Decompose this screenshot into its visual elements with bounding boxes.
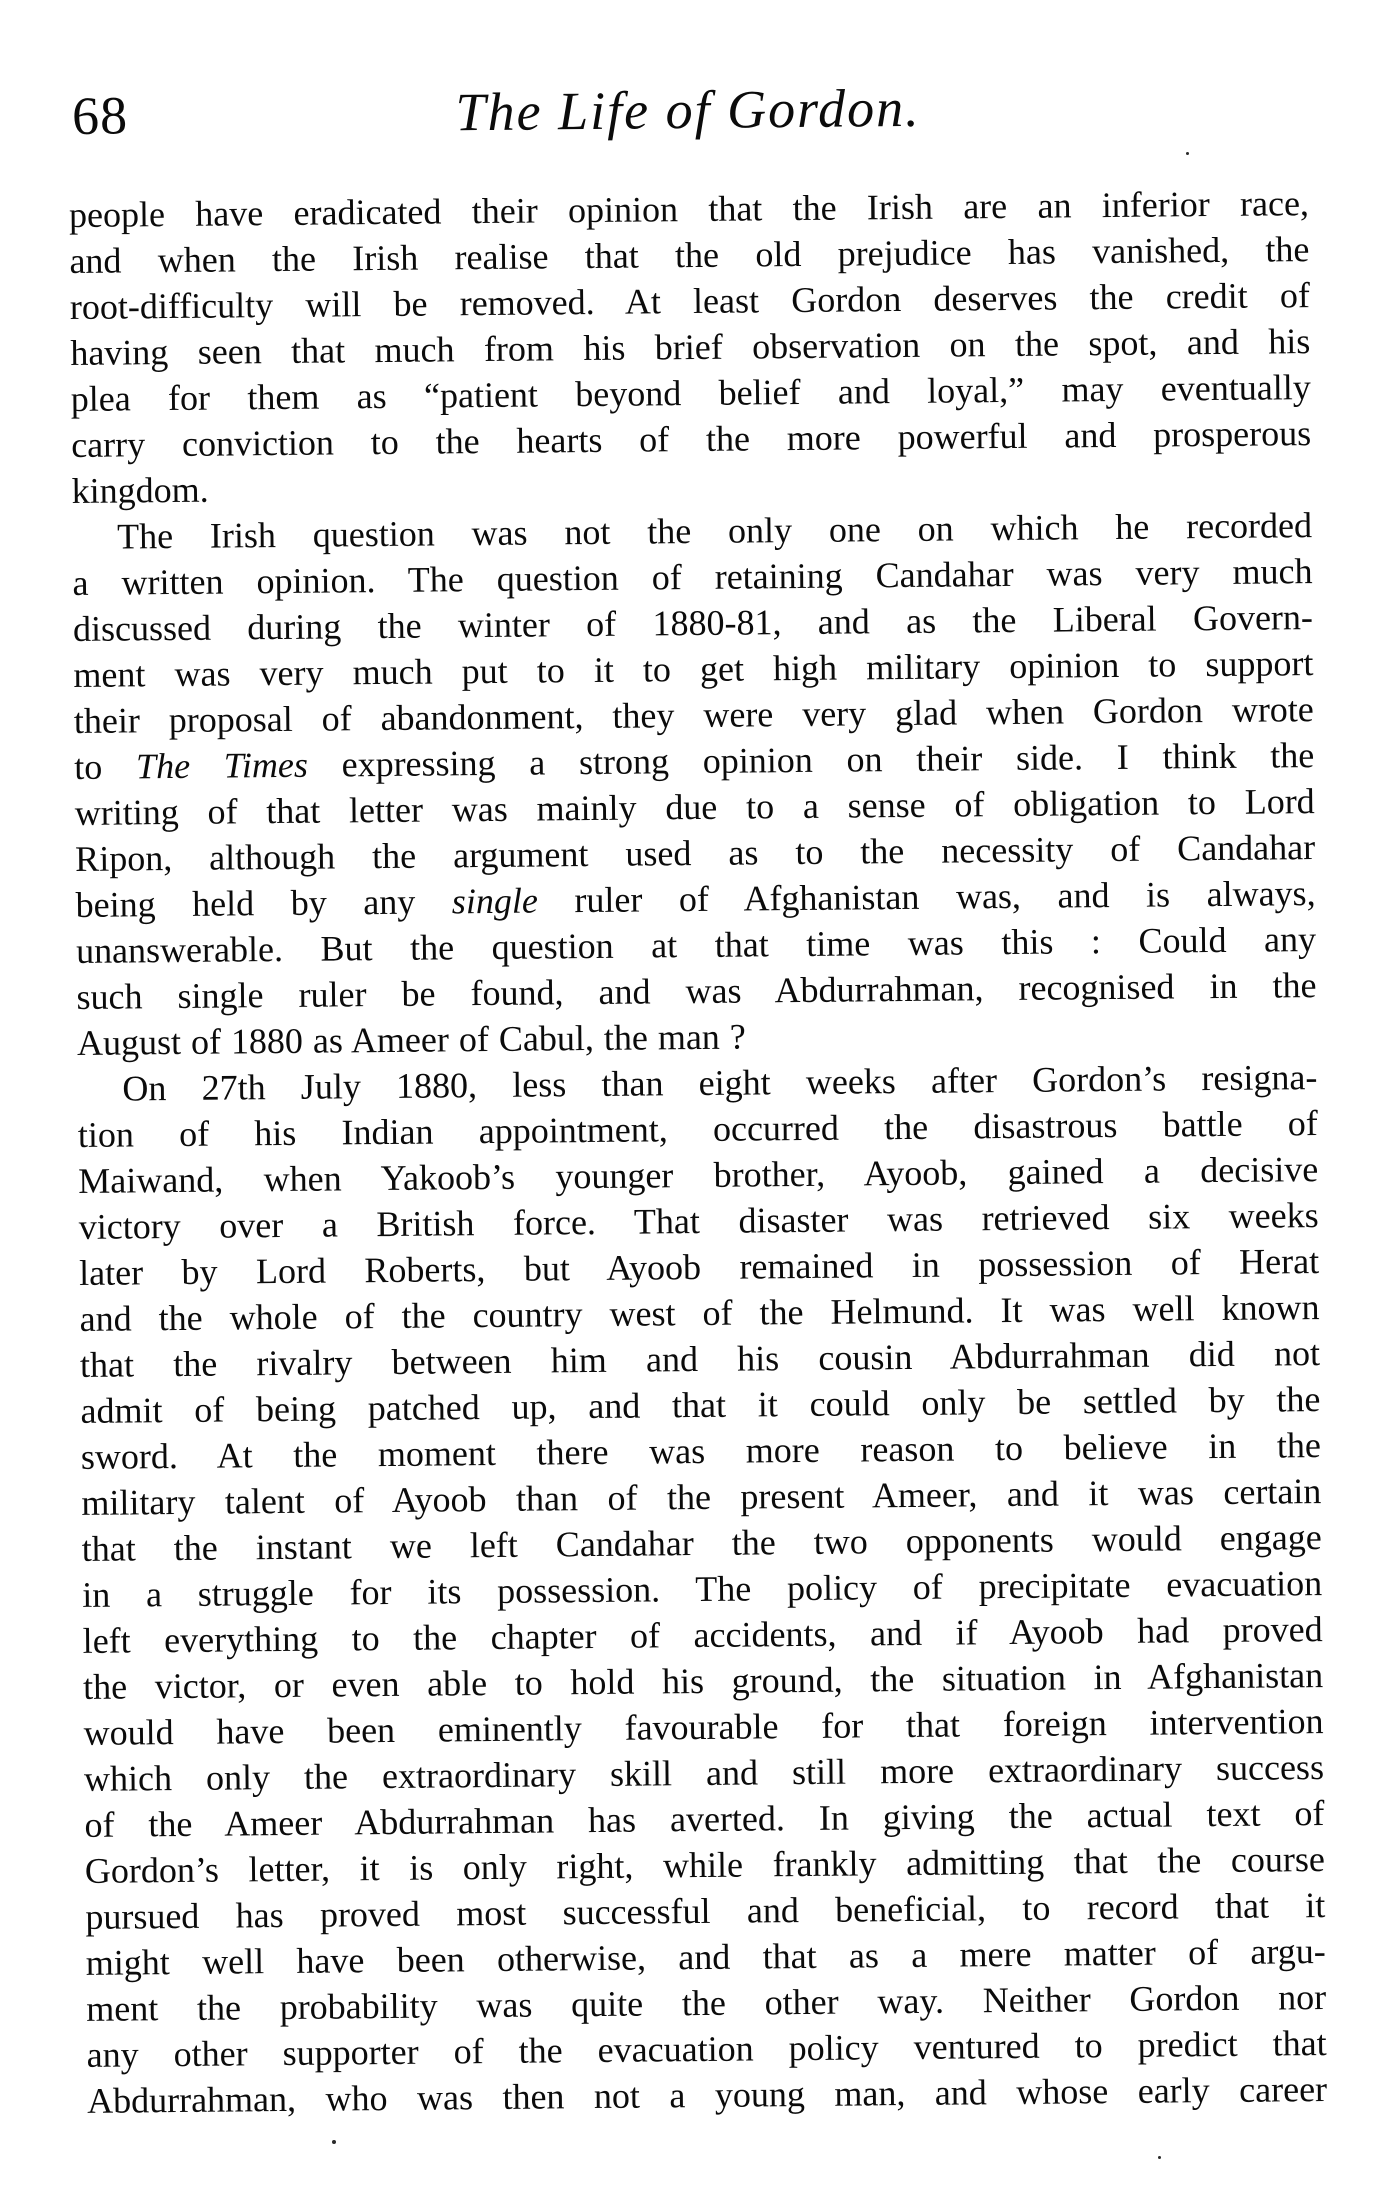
text-segment: writing of that letter was mainly due to a sense of obligation to Lord <box>74 781 1315 833</box>
scan-speck <box>1158 2156 1161 2159</box>
text-segment: that the rivalry between him and his cousin Abdurrahman did not <box>79 1333 1321 1385</box>
text-segment: pursued has proved most successful and beneficial, to record that it <box>85 1885 1326 1937</box>
text-segment: Gordon’s letter, it is only right, while frankly admitting that the course <box>84 1839 1326 1891</box>
text-segment: August of 1880 as Ameer of Cabul, the man ? <box>76 1016 746 1063</box>
text-segment: victory over a British force. That disaster was retrieved six weeks <box>78 1195 1319 1247</box>
text-segment: sword. At the moment there was more reason to believe in the <box>80 1425 1322 1477</box>
text-segment: ment was very much put to it to get high military opinion to support <box>73 643 1314 695</box>
text-segment: Abdurrahman, who was then not a young man, and whose early career <box>86 2069 1328 2121</box>
text-segment: tion of his Indian appointment, occurred the disastrous battle of <box>77 1103 1318 1155</box>
text-segment: being held by any <box>75 881 453 925</box>
scan-speck <box>1186 152 1189 155</box>
text-segment: a written opinion. The question of retaining Candahar was very much <box>72 551 1313 603</box>
text-segment: such single ruler be found, and was Abdurrahman, recognised in the <box>76 965 1317 1017</box>
text-segment: carry conviction to the hearts of the more powerful and prosperous <box>71 413 1312 465</box>
text-segment: and when the Irish realise that the old prejudice has vanished, the <box>69 229 1310 281</box>
text-segment: military talent of Ayoob than of the present Ameer, and it was certain <box>81 1471 1322 1523</box>
text-segment: would have been eminently favourable for that foreign intervention <box>83 1701 1324 1753</box>
text-segment: having seen that much from his brief observation on the spot, and his <box>70 321 1311 373</box>
scan-speck <box>332 2140 336 2144</box>
page-header <box>68 72 1309 148</box>
text-segment: ruler of Afghanistan was, and is always, <box>537 873 1316 921</box>
text-segment: kingdom. <box>71 469 209 511</box>
text-segment: Ripon, although the argument used as to the necessity of Candahar <box>74 827 1316 879</box>
text-segment: left everything to the chapter of accidents, and if Ayoob had proved <box>82 1609 1323 1661</box>
text-segment: expressing a strong opinion on their side. I think the <box>307 735 1315 785</box>
text-segment: admit of being patched up, and that it could only be settled by the <box>80 1379 1321 1431</box>
running-title: The Life of Gordon. <box>455 77 921 143</box>
text-segment: and the whole of the country west of the Helmund. It was well known <box>79 1287 1320 1339</box>
italic-text: The Times <box>135 744 309 787</box>
italic-text: single <box>451 880 539 922</box>
text-segment: that the instant we left Candahar the two opponents would engage <box>81 1517 1322 1569</box>
text-segment: root-difficulty will be removed. At least Gordon deserves the credit of <box>69 275 1311 327</box>
text-segment: to <box>74 746 137 787</box>
text-segment: people have eradicated their opinion that the Irish are an inferior race, <box>68 183 1310 235</box>
text-segment: The Irish question was not the only one on which he recorded <box>116 505 1313 557</box>
text-segment: On 27th July 1880, less than eight weeks after Gordon’s resigna- <box>122 1057 1318 1109</box>
text-segment: plea for them as “patient beyond belief and loyal,” may eventually <box>70 367 1311 419</box>
page-number: 68 <box>71 85 129 146</box>
text-segment: the victor, or even able to hold his ground, the situation in Afghanistan <box>82 1655 1324 1707</box>
text-segment: in a struggle for its possession. The policy of precipitate evacuation <box>82 1563 1323 1615</box>
text-segment: any other supporter of the evacuation policy ventured to predict that <box>86 2023 1327 2075</box>
text-segment: later by Lord Roberts, but Ayoob remained in possession of Herat <box>78 1241 1320 1293</box>
page-body <box>69 180 1327 2124</box>
text-segment: which only the extraordinary skill and still more extraordinary success <box>83 1747 1325 1799</box>
text-segment: Maiwand, when Yakoob’s younger brother, Ayoob, gained a decisive <box>78 1149 1319 1201</box>
text-segment: of the Ameer Abdurrahman has averted. In giving the actual text of <box>84 1793 1325 1845</box>
text-segment: unanswerable. But the question at that time was this : Could any <box>75 919 1317 971</box>
text-segment: might well have been otherwise, and that as a mere matter of argu- <box>85 1931 1326 1983</box>
text-segment: ment the probability was quite the other way. Neither Gordon nor <box>86 1977 1327 2029</box>
text-segment: their proposal of abandonment, they were very glad when Gordon wrote <box>73 689 1315 741</box>
text-segment: discussed during the winter of 1880-81, and as the Liberal Govern- <box>72 597 1314 649</box>
